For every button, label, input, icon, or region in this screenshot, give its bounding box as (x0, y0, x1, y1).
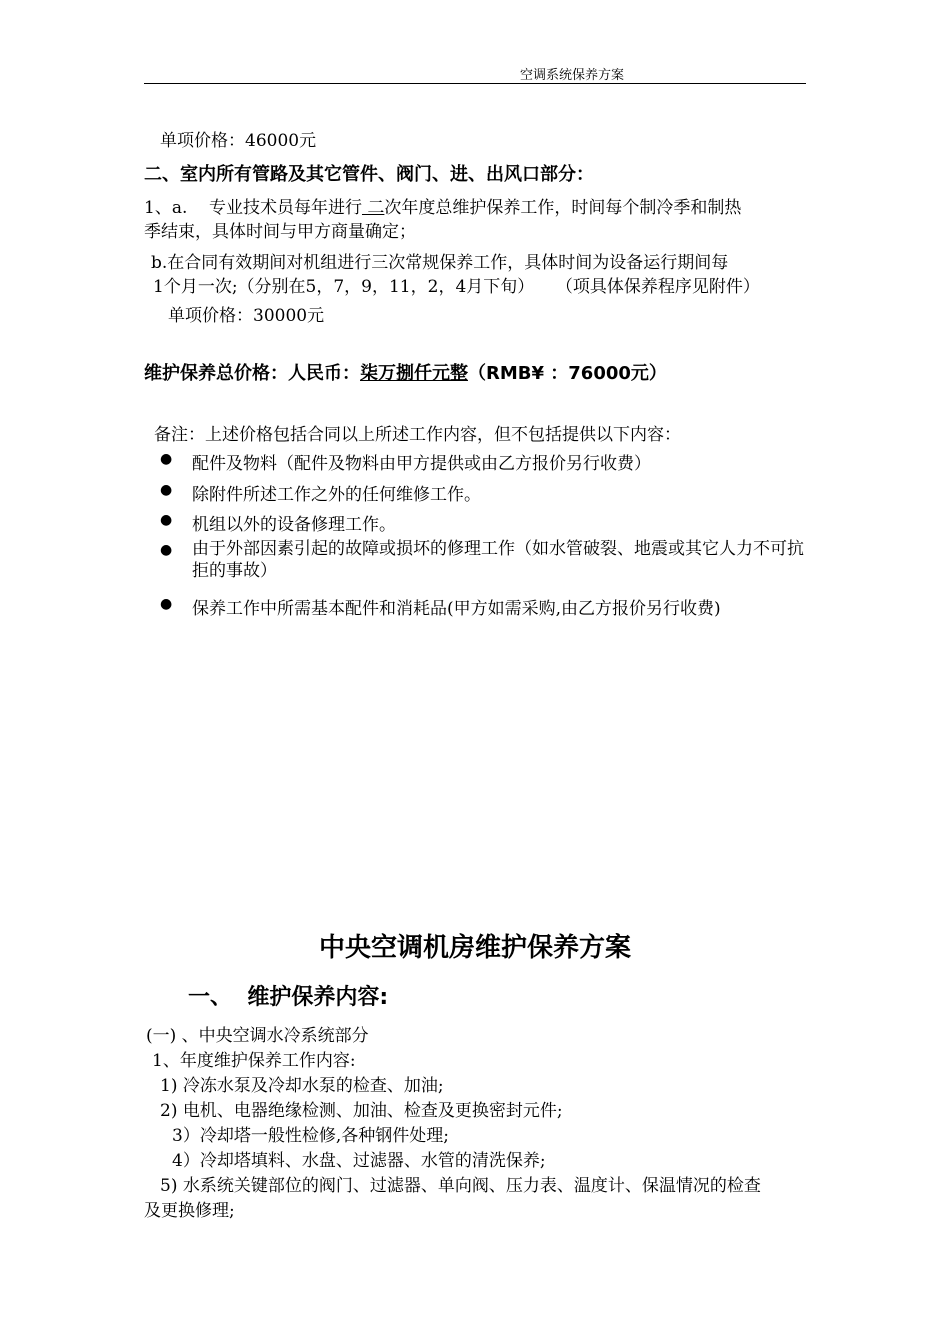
subsection-heading: (一) 、中央空调水冷系统部分 (146, 1026, 369, 1046)
total-price (144, 359, 667, 385)
bullet-icon: ● (160, 451, 173, 467)
note-item-2: 除附件所述工作之外的任何维修工作。 (192, 485, 481, 505)
note-item-1: 配件及物料（配件及物料由甲方提供或由乙方报价另行收费） (192, 454, 651, 474)
plan-title: 中央空调机房维护保养方案 (318, 933, 631, 963)
item-a-line1 (144, 193, 741, 218)
notes-intro: 备注：上述价格包括合同以上所述工作内容，但不包括提供以下内容： (154, 425, 681, 445)
unit-price: 单项价格：30000元 (168, 306, 325, 326)
bullet-icon: ● (160, 596, 173, 612)
bullet-icon: ● (160, 482, 173, 498)
section1-heading: 一、 维护保养内容: (188, 985, 389, 1010)
unit-price-previous: 单项价格：46000元 (160, 131, 317, 151)
item-a-line2: 季结束，具体时间与甲方商量确定； (144, 222, 416, 242)
item-a-prefix: 1、a. 专业技术员每年进行 (144, 198, 362, 218)
plan-item-5: 5) 水系统关键部位的阀门、过滤器、单向阀、压力表、温度计、保温情况的检查 (160, 1176, 761, 1196)
plan-item-1: 1) 冷冻水泵及冷却水泵的检查、加油; (160, 1076, 444, 1096)
item-b-line1: b.在合同有效期间对机组进行三次常规保养工作，具体时间为设备运行期间每 (151, 253, 729, 273)
item-a-suffix: 次年度总维护保养工作，时间每个制冷季和制热 (384, 198, 742, 218)
note-item-4: 由于外部因素引起的故障或损坏的修理工作（如水管破裂、地震或其它人力不可抗拒的事故） (192, 539, 804, 581)
section-heading-pipes: 二、室内所有管路及其它管件、阀门、进、出风口部分： (144, 164, 594, 185)
running-header: 空调系统保养方案 (520, 68, 625, 83)
plan-item-2: 2) 电机、电器绝缘检测、加油、检查及更换密封元件; (160, 1101, 563, 1121)
annual-heading: 1、年度维护保养工作内容: (152, 1051, 356, 1071)
plan-item-5-cont: 及更换修理; (144, 1201, 235, 1221)
total-amount-rmb: （RMB¥ ：76000元） (468, 363, 667, 384)
item-b-line2: 1个月一次;（分别在5，7，9，11，2，4月下旬） （项具体保养程序见附件） (153, 277, 760, 297)
header-divider (144, 83, 806, 84)
bullet-icon: ● (160, 512, 173, 528)
note-item-5: 保养工作中所需基本配件和消耗品(甲方如需采购,由乙方报价另行收费) (192, 599, 721, 619)
bullet-icon: ● (160, 542, 173, 558)
total-label: 维护保养总价格：人民币： (144, 363, 360, 384)
total-amount-words: 柒万捌仟元整 (360, 363, 468, 384)
item-a-underlined: 二 (361, 198, 385, 218)
plan-item-4: 4）冷却塔填料、水盘、过滤器、水管的清洗保养; (172, 1151, 546, 1171)
note-item-3: 机组以外的设备修理工作。 (192, 515, 396, 535)
plan-item-3: 3）冷却塔一般性检修,各种钢件处理; (172, 1126, 449, 1146)
